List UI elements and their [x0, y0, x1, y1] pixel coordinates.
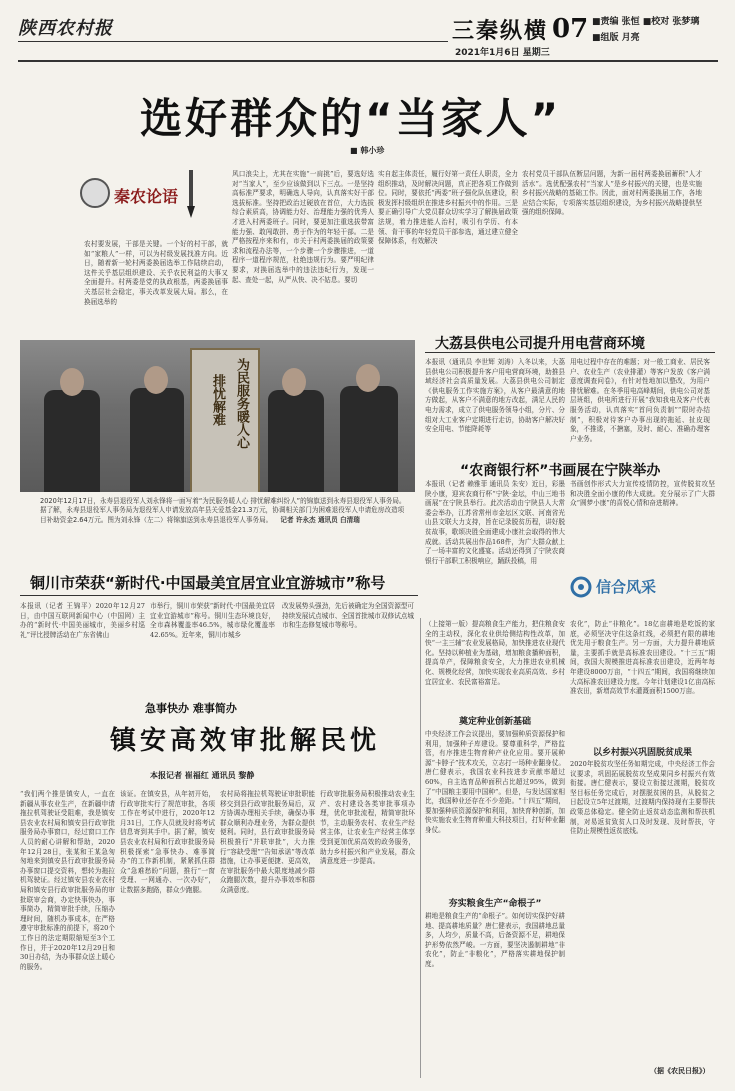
main-col-1: 农村要发展，干部是关键。一个好的村干部，就如“家粮人”一样，可以为村级发展找准方向。近日，随着新一轮村两委换届选举工作陆续启动，这件关乎基层组织建设、关乎农民利益的大事又全面提升。村两委是党的执政根基，两委换届事关基层社会稳定，事关改革发展大局。那么，在换届选举的 — [84, 240, 228, 306]
column-badge — [80, 170, 200, 220]
photo-caption-text: 2020年12月17日，永寿县退役军人刘永锋将一面写着“为民服务暖人心 排忧解难纠纷人”的锦旗送到永寿县退役军人事务局。据了解，永寿县退役军人事务局为退役军人申请发放高年县关爱基金21.3万元，协调相关部门为困难退役军人申请危房改造项目补助资金2.64万元。图为刘永锋（左二）将锦旗送到永寿县退役军人事务局。 — [40, 497, 406, 524]
editors-line-2: ■组版 月亮 — [592, 33, 640, 43]
grain-subhead-farmland: 夯实粮食生产“命根子” — [448, 899, 542, 909]
main-byline: ■ 韩小珍 — [350, 146, 385, 155]
masthead-rule-bottom — [18, 60, 718, 62]
editors-credits — [592, 14, 699, 46]
column-badge-label: 秦农论语 — [114, 187, 179, 206]
approval-col-2: 该证。在镇安县，从年初开始，行政审批实行了规范审批，各项工作在考试中进行，2020年12月31日，工作人员就及时将考试信息寄到其手中。据了解，镇安县农业农村局和行政审批服务局积极探索“急事快办、难事简办”的工作新机制，紧紧抓住群众“急难愁盼”问题，推行“一窗受理、一网通办、一次办好”，让数据多跑路，群众少跑腿。 — [120, 790, 215, 894]
person-1 — [44, 390, 100, 492]
main-col-2: 风口浪尖上，尤其在实施“一肩挑”后，要选好选对“当家人”，至少应该做到以下三点。一是坚持高标准严要求，明确选人导向，认真落实好干部选拔标准。坚持把政治过硬放在首位，大力选拔综合素质高，协调能力好、治理能力强的优秀人才进入村两委班子。同时，要更加注重选拔带富能力强、敢闯敢拼、勇于作为的年轻干部。二是严格按程序来和有，市关于村两委换届的政策要求和流程办法等，一个步骤一个步骤推进，一道程序一道程序规范，杜绝违规行为。要严明纪律要求，对换届选举中的违法违纪行为，发现一起、查处一起，从严从快、决不姑息。要切 — [232, 170, 374, 284]
page-number: 07 — [552, 14, 589, 44]
person-2 — [130, 388, 184, 492]
main-col-4: 农村党员干部队伍断层问题，为新一届村两委换届蓄积“人才活水”。选优配强农村“当家人”是乡村振兴的关键，也是实施乡村振兴战略的基础工作。因此，面对村两委换届工作，各地应结合实际，专项落实基层组织建设，为乡村振兴战略提供坚强的组织保障。 — [522, 170, 702, 217]
book-col-2: 书画创作形式大力宣传疫情防控，宣传脱贫攻坚和决胜全面小康的伟大成就。充分展示了广大群众“圆梦小康”的喜悦心情和奋进精神。 — [570, 480, 715, 508]
approval-col-3: 农村局将拖拉机驾驶证审批职能移交到县行政审批服务局后，双方协调办理相关手续，确保办事群众顺利办理业务，为群众提供便利。同时，县行政审批服务局积极推行“并联审批”，大力推行“容缺受理”“告知承诺”等改革措施，让办事更便捷、更高效，在审批服务中最大限度地减少群众跑腿次数，提升办事效率和群众满意度。 — [220, 790, 315, 894]
news-photo — [20, 340, 415, 492]
person-1-head — [60, 368, 84, 396]
tongchuan-col-3: 改发展势头强劲，先后被确定为全国资源型可持续发展试点城市、全国首批城市双修试点城市和生态修复城市等称号。 — [282, 602, 414, 630]
person-4-head — [356, 364, 380, 392]
grain-col-2: 农化”，防止“非粮化”。18亿亩耕地是吃饭的家底，必须坚决守住这条红线，必须把有限的耕地优先用于粮食生产。另一方面，大力提升耕地质量，主要抓手就是高标准农田建设。“十三五”期间，我国大规模推进高标准农田建设，近两年每年建设8000万亩，“十四五”期间，我国将继续加大高标准农田建设力度。今年计划建设1亿亩高标准农田，新增高效节水灌溉面积1500万亩。 — [570, 620, 715, 696]
tongchuan-rule — [20, 595, 418, 596]
photo-credit: 记者 许永杰 通讯员 白清瑞 — [280, 515, 360, 524]
xinhe-logo — [570, 568, 720, 608]
section-name: 三秦纵横 — [452, 18, 549, 44]
grain-subhead-seed: 奠定种业创新基础 — [458, 717, 531, 727]
approval-byline: 本报记者 崔福红 通讯员 黎静 — [150, 771, 255, 780]
person-4 — [340, 386, 398, 492]
power-col-1: 本报讯（通讯员 李世辉 刘涛）入冬以来，大荔县供电公司积极提升客户用电营商环境，助推县域经济社会高质量发展。大荔县供电公司制定《供电服务工作实施方案》，从客户最满意的地方做起，从客户不满意的地方改起，满足人民的电力需求，成立了供电服务领导小组，分片、分组对大工业客户定期进行走访，协助客户解决好安全用电、节能降耗等 — [425, 358, 565, 434]
grain-col-4: 耕地是粮食生产的“命根子”。如何切实保护好耕地、提高耕地质量？唐仁健表示，我国耕地总量多，人均少，质量不高，后备资源不足，耕地保护形势依然严峻。一方面，要坚决遏制耕地“非农化”，防止“非粮化”，严格落实耕地保护制度。 — [425, 912, 565, 968]
newspaper-logo: 陕西农村报 — [18, 18, 113, 39]
approval-kicker: 急事快办 难事简办 — [145, 702, 237, 715]
main-headline: 选好群众的“当家人” — [140, 94, 562, 143]
editors-line-1: ■责编 张恒 ■校对 张梦璃 — [592, 17, 700, 27]
person-2-head — [144, 366, 168, 394]
tongchuan-headline: 铜川市荣获“新时代·中国最美宜居宜业宜游城市”称号 — [30, 574, 386, 592]
power-headline: 大荔县供电公司提升用电营商环境 — [435, 336, 645, 352]
grain-divider — [420, 618, 421, 1078]
photo-caption — [40, 497, 410, 552]
grain-credit: （据《农民日报》） — [650, 1067, 710, 1075]
grain-subhead-poverty: 以乡村振兴巩固脱贫成果 — [592, 748, 692, 758]
banner-right-text: 为民服务暖人心 — [234, 358, 249, 449]
silk-banner — [190, 348, 260, 492]
tongchuan-col-2: 市举行，铜川市荣获“新时代·中国最美宜居宜业宜游城市”称号。铜川生态环境良好，全市森林覆盖率46.5%，城市绿化覆盖率42.65%。近年来，铜川市城乡 — [150, 602, 275, 639]
main-col-3: 实自起主体责任，履行好第一责任人职责，全力组织推动，及时解决问题，真正把各项工作做到位。同时，要依托“两委”班子强化队伍建设，积极发挥村级组织在推进乡村振兴中的作用。三是要正确引导广大党员群众切实学习了解换届政策法规，着力推进能人治村，吸引有学历、有本领、肯干事的年轻党员干部参选，通过建立健全保障体系，有效解决 — [378, 170, 518, 246]
grain-col-1: （上接第一版）提高粮食生产能力，把住粮食安全的主动权，深化农业供给侧结构性改革，加快“一主三辅”农业发展格局，加快推进农业现代化。坚持以种植业为基础，增加粮食播种面积，提高单产，保障粮食安全，大力推进农业机械化、规模化经营，加快实现农业高质高效、乡村宜居宜业、农民富裕富足。 — [425, 620, 565, 686]
brush-icon — [184, 170, 198, 218]
power-col-2: 用电过程中存在的难题；对一般工商业、居民客户、农业生产（农业排灌）等客户发放《客户满意度调查问卷》，有针对性地加以整改，为用户排忧解难。在冬季用电高峰期间，供电公司对基层班组，供电所进行开展“我知我电及客户代表服务活动，认真落实“首问负责制”“限时办结制”，积极对待客户办事出现的拖延、扯皮现象，不推诿，不搪塞，及时、耐心、准确办理客户业务。 — [570, 358, 710, 443]
power-rule — [425, 352, 715, 353]
book-headline: “农商银行杯”书画展在宁陕举办 — [460, 463, 661, 479]
xinhe-swirl-icon — [570, 576, 592, 598]
approval-headline: 镇安高效审批解民忧 — [110, 726, 381, 756]
masthead-rule — [18, 41, 448, 42]
person-3-head — [282, 368, 306, 396]
xinhe-logo-text: 信合风采 — [596, 578, 657, 596]
person-3 — [268, 390, 324, 492]
issue-date: 2021年1月6日 星期三 — [455, 48, 550, 58]
grain-col-3: 中央经济工作会议提出，要加强种质资源保护和利用，加强种子库建设。要尊重科学，严格监管，有序推进生物育种产业化应用。要开展种源“卡脖子”技术攻关，立志打一场种业翻身仗。唐仁健表示，我国农业科技进步贡献率超过60%，自主选育品种面积占比超过95%，做到了“中国粮主要用中国种”。但是，与发达国家相比，我国种业还存在不少差距。“十四五”期间，要加强种质资源保护和利用，加快育种创新，加快实施农业生物育种重大科技项目，打好种业翻身仗。 — [425, 730, 565, 834]
approval-col-4: 行政审批服务局积极推动农业生产、农村建设各类审批事项办理，优化审批流程，精简审批环节，主动服务农村、农业生产经营主体，让农业生产经营主体享受到更加优质高效的政务服务，助力乡村振兴和产业发展，群众满意度进一步提高。 — [320, 790, 415, 866]
tongchuan-col-1: 本报讯（记者 王锦平）2020年12月27日，由中国互联网新闻中心（中国网）主办的“新时代·中国美丽城市，美丽乡村巡礼”评比授牌活动在广东省佛山 — [20, 602, 145, 639]
banner-left-text: 排忧解难 — [210, 374, 225, 426]
approval-col-1: “我们两个推是镇安人，一直在新疆从事农业生产，在新疆申请拖拉机驾驶证受阻难，我是镇安县农业农村局和镇安县行政审批服务局办事窗口，经过窗口工作人员的耐心讲解和帮助，2020年12月28日，张某和王某急匆匆地来到镇安县行政审批服务局办事窗口提交资料，想转为拖拉机驾驶证。经过镇安县农业农村局和镇安县行政审批服务局的审批联审会商，办定快事快办，事事简办，精简审批手续，压缩办理时间，随机办事成本，在严格遵守审批标准的前提下，将20个工作日的法定期限缩短至3个工作日，并于2020年12月29日和30日办结，为办事群众送上暖心的服务。 — [20, 790, 115, 971]
book-col-1: 本报讯（记者 赖雅菲 通讯员 朱安）近日，彩墨陕小康，迎宾农商行杯“宁陕·金坛，中山三地书画展”在宁陕县举行。此次活动由宁陕县人大常委会举办，江苏省常州市金坛区文联、河南省光山县文联大力支持，旨在记录脱贫历程，讲好脱贫故事，歌颂决胜全面建成小康社会取得的伟大成就。活动共展出作品168件，为广大群众献上了一场丰富的文化盛宴。活动还得到了宁陕农商银行干部职工积极响应，踊跃投稿，用 — [425, 480, 565, 565]
badge-seal-icon — [80, 178, 110, 208]
grain-col-5: 2020年脱贫攻坚任务如期完成，中央经济工作会议要求，巩固拓展脱贫攻坚成果同乡村振兴有效衔接。唐仁健表示，要设立衔接过渡期，脱贫攻坚目标任务完成后，对摆脱贫困的县，从脱贫之日起设立5年过渡期，过渡期内保持现有主要帮扶政策总体稳定。健全防止返贫动态监测和帮扶机制，对易返贫致贫人口及时发现、及时帮扶，守住防止规模性返贫底线。 — [570, 760, 715, 836]
